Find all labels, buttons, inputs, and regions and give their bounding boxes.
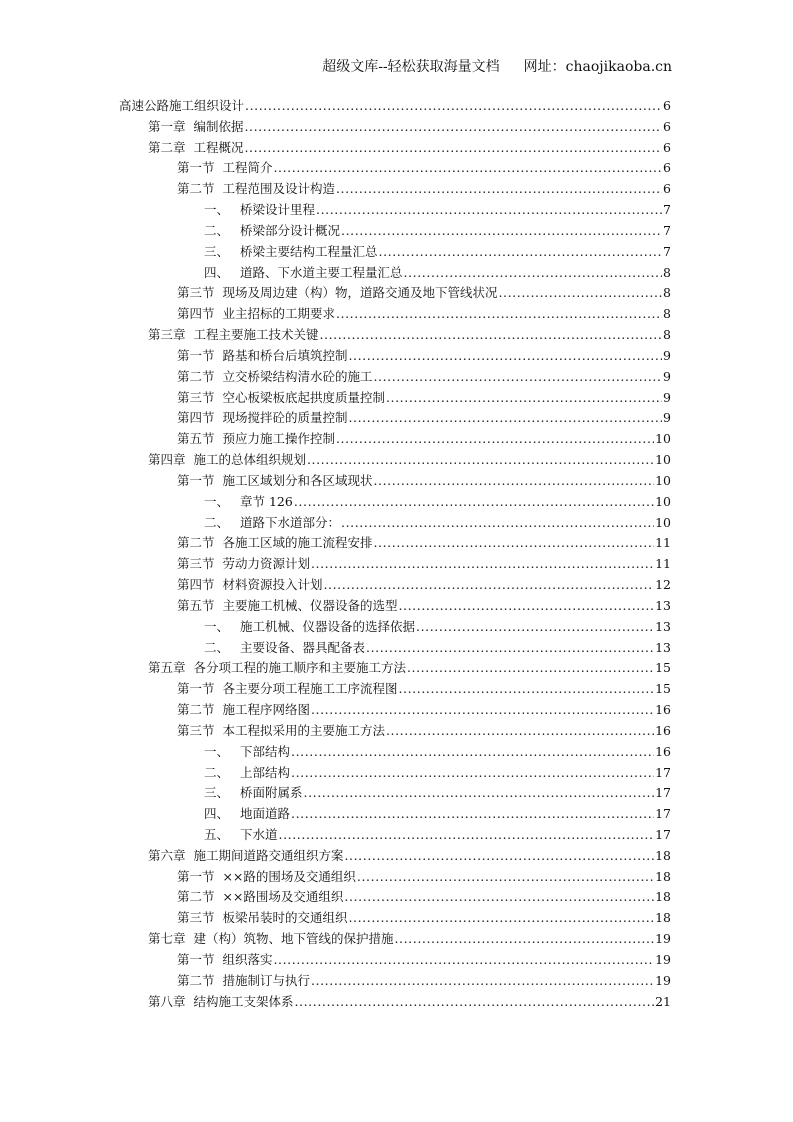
toc-entry-page: 18 xyxy=(655,847,671,863)
dot-leader xyxy=(291,742,654,763)
toc-entry-page: 9 xyxy=(663,347,671,363)
toc-entry-title: 第五节 预应力施工操作控制 xyxy=(177,431,335,447)
dot-leader xyxy=(379,242,663,263)
toc-entry[interactable] xyxy=(119,992,671,1013)
toc-entry[interactable] xyxy=(119,304,671,325)
toc-entry[interactable] xyxy=(119,763,671,784)
toc-entry[interactable] xyxy=(119,471,671,492)
toc-entry-title: 地面道路 xyxy=(240,806,291,822)
dot-leader xyxy=(311,554,654,575)
toc-entry-title: 第一节 组织落实 xyxy=(177,951,273,967)
toc-entry-page: 18 xyxy=(655,889,671,905)
toc-entry-title: 下水道 xyxy=(240,826,278,842)
toc-entry[interactable] xyxy=(119,908,671,929)
dot-leader xyxy=(348,408,662,429)
toc-entry-page: 16 xyxy=(655,743,671,759)
toc-entry-page: 13 xyxy=(655,618,671,634)
toc-entry-page: 7 xyxy=(663,243,671,259)
toc-entry[interactable] xyxy=(119,179,671,200)
dot-leader xyxy=(273,158,662,179)
dot-leader xyxy=(373,471,654,492)
dot-leader xyxy=(311,971,654,992)
table-of-contents xyxy=(119,96,671,1012)
toc-entry-title: 第五节 主要施工机械、仪器设备的选型 xyxy=(177,597,398,613)
toc-entry-title: 第一章 编制依据 xyxy=(148,118,244,134)
toc-entry[interactable] xyxy=(119,96,671,117)
toc-entry-title: 第二节 各施工区域的施工流程安排 xyxy=(177,535,373,551)
toc-entry-page: 9 xyxy=(663,389,671,405)
toc-entry-number: 五、 xyxy=(204,826,230,842)
toc-entry[interactable] xyxy=(119,575,671,596)
toc-entry[interactable] xyxy=(119,533,671,554)
dot-leader xyxy=(291,804,654,825)
toc-entry[interactable] xyxy=(119,971,671,992)
toc-entry[interactable] xyxy=(119,200,671,221)
toc-entry-title: 施工机械、仪器设备的选择依据 xyxy=(240,618,416,634)
toc-entry[interactable] xyxy=(119,846,671,867)
toc-entry-title: 第一节 工程简介 xyxy=(177,160,273,176)
toc-entry-page: 17 xyxy=(655,806,671,822)
toc-entry-title: 高速公路施工组织设计 xyxy=(119,98,245,113)
toc-entry-page: 21 xyxy=(655,993,671,1009)
dot-leader xyxy=(366,638,654,659)
dot-leader xyxy=(244,117,662,138)
dot-leader xyxy=(394,929,654,950)
toc-entry-title: 第八章 结构施工支架体系 xyxy=(148,993,294,1009)
toc-entry[interactable] xyxy=(119,929,671,950)
toc-entry-page: 17 xyxy=(655,764,671,780)
dot-leader xyxy=(407,658,654,679)
toc-entry-page: 15 xyxy=(655,660,671,676)
toc-entry-page: 6 xyxy=(663,98,671,113)
toc-entry-title: 主要设备、器具配备表 xyxy=(240,639,366,655)
toc-entry-number: 一、 xyxy=(204,493,230,509)
toc-entry-page: 8 xyxy=(663,264,671,280)
toc-entry-title: 第三节 现场及周边建（构）物，道路交通及地下管线状况 xyxy=(177,285,498,301)
toc-entry-page: 10 xyxy=(655,493,671,509)
toc-entry-title: 桥梁设计里程 xyxy=(240,202,316,218)
dot-leader xyxy=(336,304,662,325)
toc-entry-page: 17 xyxy=(655,826,671,842)
toc-entry[interactable] xyxy=(119,138,671,159)
toc-entry[interactable] xyxy=(119,492,671,513)
toc-entry-page: 9 xyxy=(663,368,671,384)
dot-leader xyxy=(311,700,654,721)
toc-entry-title: 道路、下水道主要工程量汇总 xyxy=(240,264,403,280)
page-header xyxy=(322,56,672,76)
dot-leader xyxy=(304,783,655,804)
toc-entry-title: 桥梁主要结构工程量汇总 xyxy=(240,243,378,259)
toc-entry[interactable] xyxy=(119,450,671,471)
toc-entry-page: 6 xyxy=(663,160,671,176)
dot-leader xyxy=(316,200,662,221)
toc-entry[interactable] xyxy=(119,638,671,659)
dot-leader xyxy=(404,263,663,284)
toc-entry[interactable] xyxy=(119,429,671,450)
dot-leader xyxy=(386,388,662,409)
toc-entry[interactable] xyxy=(119,513,671,534)
toc-entry[interactable] xyxy=(119,346,671,367)
toc-entry[interactable] xyxy=(119,783,671,804)
toc-entry-title: 道路下水道部分： xyxy=(240,514,341,530)
toc-entry-title: 第二节 施工程序网络图 xyxy=(177,702,310,718)
toc-entry-title: 第二章 工程概况 xyxy=(148,139,244,155)
toc-entry-title: 第三章 工程主要施工技术关键 xyxy=(148,327,319,343)
toc-entry-number: 二、 xyxy=(204,514,230,530)
toc-entry[interactable] xyxy=(119,867,671,888)
toc-entry-page: 15 xyxy=(655,681,671,697)
toc-entry-title: 第五章 各分项工程的施工顺序和主要施工方法 xyxy=(148,660,406,676)
toc-entry-number: 四、 xyxy=(204,806,230,822)
toc-entry-number: 一、 xyxy=(204,743,230,759)
toc-entry-title: 第一节 路基和桥台后填筑控制 xyxy=(177,347,348,363)
toc-entry[interactable] xyxy=(119,554,671,575)
dot-leader xyxy=(323,575,654,596)
toc-entry[interactable] xyxy=(119,679,671,700)
toc-entry-title: 第四章 施工的总体组织规划 xyxy=(148,452,306,468)
toc-entry-title: 下部结构 xyxy=(240,743,291,759)
toc-entry-page: 17 xyxy=(655,785,671,801)
toc-entry-title: 第二节 立交桥梁结构清水砼的施工 xyxy=(177,368,373,384)
toc-entry[interactable] xyxy=(119,388,671,409)
dot-leader xyxy=(341,221,662,242)
dot-leader xyxy=(398,679,654,700)
dot-leader xyxy=(291,763,654,784)
dot-leader xyxy=(348,908,654,929)
toc-entry-number: 四、 xyxy=(204,264,230,280)
dot-leader xyxy=(307,450,654,471)
toc-entry-title: 第四节 材料资源投入计划 xyxy=(177,577,323,593)
toc-entry-title: 第四节 业主招标的工期要求 xyxy=(177,306,335,322)
toc-entry-page: 10 xyxy=(655,431,671,447)
toc-entry-page: 19 xyxy=(655,972,671,988)
toc-entry[interactable] xyxy=(119,221,671,242)
toc-entry-page: 6 xyxy=(663,139,671,155)
toc-entry[interactable] xyxy=(119,117,671,138)
toc-entry-title: 第三节 劳动力资源计划 xyxy=(177,556,310,572)
dot-leader xyxy=(398,596,654,617)
toc-entry[interactable] xyxy=(119,263,671,284)
dot-leader xyxy=(386,721,654,742)
dot-leader xyxy=(344,887,654,908)
toc-entry-title: 第二节 措施制订与执行 xyxy=(177,972,310,988)
toc-entry-page: 6 xyxy=(663,181,671,197)
toc-entry-page: 16 xyxy=(655,702,671,718)
toc-entry[interactable] xyxy=(119,721,671,742)
toc-entry[interactable] xyxy=(119,283,671,304)
toc-entry-page: 8 xyxy=(663,285,671,301)
site-url: 网址：chaojikaoba.cn xyxy=(523,59,672,75)
dot-leader xyxy=(357,867,654,888)
toc-entry-title: 第六章 施工期间道路交通组织方案 xyxy=(148,847,344,863)
toc-entry-page: 12 xyxy=(655,577,671,593)
toc-entry-page: 19 xyxy=(655,951,671,967)
dot-leader xyxy=(498,283,662,304)
toc-entry-title: 桥面附属系 xyxy=(240,785,303,801)
toc-entry[interactable] xyxy=(119,887,671,908)
toc-entry-title: 第三节 板梁吊装时的交通组织 xyxy=(177,910,348,926)
toc-entry-page: 10 xyxy=(655,472,671,488)
toc-entry-title: 第三节 本工程拟采用的主要施工方法 xyxy=(177,722,385,738)
dot-leader xyxy=(336,429,654,450)
toc-entry-number: 二、 xyxy=(204,764,230,780)
dot-leader xyxy=(373,533,654,554)
toc-entry[interactable] xyxy=(119,617,671,638)
toc-entry[interactable] xyxy=(119,596,671,617)
toc-entry-title: 章节 126 xyxy=(240,493,293,509)
dot-leader xyxy=(245,96,662,117)
toc-entry-page: 19 xyxy=(655,931,671,947)
toc-entry-page: 6 xyxy=(663,118,671,134)
toc-entry-number: 三、 xyxy=(204,785,230,801)
toc-entry-title: 上部结构 xyxy=(240,764,291,780)
toc-entry-page: 13 xyxy=(655,639,671,655)
toc-entry[interactable] xyxy=(119,742,671,763)
toc-entry-title: 第二节 工程范围及设计构造 xyxy=(177,181,335,197)
toc-entry-title: 第一节 各主要分项工程施工工序流程图 xyxy=(177,681,398,697)
toc-entry-page: 10 xyxy=(655,514,671,530)
toc-entry-page: 7 xyxy=(663,222,671,238)
dot-leader xyxy=(294,992,654,1013)
toc-entry-title: 第三节 空心板梁板底起拱度质量控制 xyxy=(177,389,385,405)
toc-entry[interactable] xyxy=(119,825,671,846)
toc-entry[interactable] xyxy=(119,700,671,721)
site-slogan: 超级文库--轻松获取海量文档 xyxy=(322,59,500,75)
toc-entry[interactable] xyxy=(119,804,671,825)
toc-entry-page: 13 xyxy=(655,597,671,613)
dot-leader xyxy=(273,950,654,971)
toc-entry-page: 18 xyxy=(655,868,671,884)
toc-entry-number: 二、 xyxy=(204,639,230,655)
toc-entry-page: 11 xyxy=(655,556,671,572)
toc-entry-title: 第七章 建（构）筑物、地下管线的保护措施 xyxy=(148,931,394,947)
toc-entry-title: 桥梁部分设计概况 xyxy=(240,222,341,238)
dot-leader xyxy=(344,846,654,867)
toc-entry[interactable] xyxy=(119,950,671,971)
toc-entry-number: 一、 xyxy=(204,202,230,218)
toc-entry[interactable] xyxy=(119,408,671,429)
toc-entry-title: 第一节 施工区域划分和各区域现状 xyxy=(177,472,373,488)
dot-leader xyxy=(294,492,654,513)
toc-entry[interactable] xyxy=(119,325,671,346)
toc-entry-page: 16 xyxy=(655,722,671,738)
dot-leader xyxy=(244,138,662,159)
toc-entry[interactable] xyxy=(119,158,671,179)
dot-leader xyxy=(341,513,654,534)
toc-entry-title: 第四节 现场搅拌砼的质量控制 xyxy=(177,410,348,426)
dot-leader xyxy=(319,325,662,346)
toc-entry-title: 第二节 ××路围场及交通组织 xyxy=(177,889,344,905)
toc-entry-number: 三、 xyxy=(204,243,230,259)
toc-entry-page: 9 xyxy=(663,410,671,426)
toc-entry-page: 18 xyxy=(655,910,671,926)
toc-entry-page: 8 xyxy=(663,327,671,343)
toc-entry[interactable] xyxy=(119,242,671,263)
dot-leader xyxy=(373,367,662,388)
dot-leader xyxy=(279,825,655,846)
toc-entry-number: 一、 xyxy=(204,618,230,634)
toc-entry[interactable] xyxy=(119,367,671,388)
dot-leader xyxy=(336,179,662,200)
toc-entry-page: 7 xyxy=(663,202,671,218)
dot-leader xyxy=(348,346,662,367)
toc-entry-page: 11 xyxy=(655,535,671,551)
toc-entry[interactable] xyxy=(119,658,671,679)
dot-leader xyxy=(416,617,654,638)
toc-entry-page: 8 xyxy=(663,306,671,322)
toc-entry-page: 10 xyxy=(655,452,671,468)
toc-entry-title: 第一节 ××路的围场及交通组织 xyxy=(177,868,356,884)
toc-entry-number: 二、 xyxy=(204,222,230,238)
